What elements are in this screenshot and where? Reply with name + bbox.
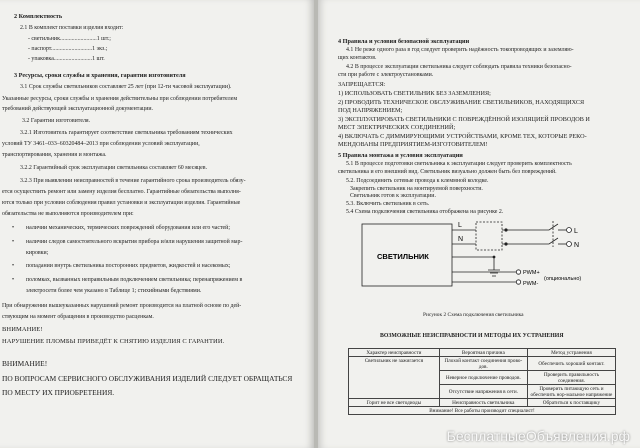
bullet-item: наличии механических, термических повреждений оборудования или его частей; xyxy=(26,225,230,231)
lamp-label: СВЕТИЛЬНИК xyxy=(377,252,429,261)
paragraph: Светильник готов к эксплуатации. xyxy=(350,193,436,199)
forbidden-item: 4) ВКЛЮЧАТЬ С ДИММИРУЮЩИМИ УСТРОЙСТВАМИ, КРОМЕ ТЕХ, КОТОРЫЕ РЕКО- xyxy=(338,133,587,140)
paragraph: щих контактов. xyxy=(338,55,377,61)
right-page xyxy=(318,0,640,448)
paragraph: 5.4 Схема подключения светильника отображена на рисунке 2. xyxy=(346,209,504,215)
junction-dot xyxy=(504,228,507,231)
fault-table xyxy=(348,348,616,415)
paragraph: Закрепить светильник на монтируемой поверхности. xyxy=(350,186,483,192)
bullet-item: наличии следов самостоятельного вскрытия прибора и/или нарушения защитной мар- xyxy=(26,239,243,245)
table-cell: Проверить правильность соединения. xyxy=(527,371,615,385)
paragraph: обязательства не выполняются производителем при: xyxy=(2,211,134,217)
table-cell xyxy=(349,371,440,385)
forbidden-item: 2) ПРОВОДИТЬ ТЕХНИЧЕСКОЕ ОБСЛУЖИВАНИЕ СВЕТИЛЬНИКОВ, НАХОДЯЩИХСЯ xyxy=(338,99,585,106)
paragraph: 5.1 В процессе подготовки светильника к эксплуатации следует проверить комплектность xyxy=(346,161,572,167)
junction-dot xyxy=(504,242,507,245)
paragraph: 5.2. Подсоединить сетевые провода к клеммной колодке. xyxy=(346,178,489,184)
section-4-title: 4 Правила и условия безопасной эксплуатации xyxy=(338,38,470,45)
figure-caption: Рисунок 2 Схема подключения светильника xyxy=(423,312,524,318)
paragraph: 5.3. Включить светильник в сеть. xyxy=(346,201,430,207)
table-row xyxy=(349,385,616,399)
table-footer-row xyxy=(349,407,616,415)
table-cell xyxy=(349,385,440,399)
watermark: БесплатныеОбъявления.рф xyxy=(446,428,630,444)
attention-text: ПО МЕСТУ ИХ ПРИОБРЕТЕНИЯ. xyxy=(2,388,115,397)
ground-icon xyxy=(488,270,500,276)
forbidden-item: 3) ЭКСПЛУАТИРОВАТЬ СВЕТИЛЬНИКИ С ПОВРЕЖДЁННОЙ ИЗОЛЯЦИЕЙ ПРОВОДОВ И xyxy=(338,116,590,123)
table-cell: Неисправность светильника xyxy=(439,399,527,407)
table-header: Метод устранения xyxy=(527,349,615,357)
table-cell: Обратиться к поставщику xyxy=(527,399,615,407)
bullet-dot: • xyxy=(12,239,15,245)
paragraph: условий ТУ 3461–033–60320484–2013 при соблюдении условий эксплуатации, xyxy=(2,141,200,147)
paragraph: 3.2.2 Гарантийный срок эксплуатации светильника составляет 60 месяцев. xyxy=(20,165,208,171)
bullet-dot: • xyxy=(12,225,15,231)
paragraph: 3.2.1 Изготовитель гарантирует соответствие светильника требованиям технических xyxy=(20,130,233,136)
attention-label: ВНИМАНИЕ! xyxy=(2,359,48,368)
wire-ground xyxy=(452,257,494,270)
paragraph: 4.1 Не реже одного раза в год следует проверить надёжность токопроводящих и заземляю- xyxy=(346,47,574,53)
label-out-n: N xyxy=(574,242,580,249)
table-header: Вероятная причина xyxy=(439,349,527,357)
bullet-dot: • xyxy=(12,263,15,269)
table-cell: Неверное подключение проводов. xyxy=(439,371,527,385)
kit-item: - светильник.........................1 шт.; xyxy=(28,36,111,42)
bullet-item: кировки; xyxy=(26,250,49,256)
bullet-item: электросети более чем указано в Таблице 1; стихийными бедствиями. xyxy=(26,288,202,294)
table-row xyxy=(349,371,616,385)
paragraph: ствующим на момент обращения в производство расценкам. xyxy=(2,314,154,320)
label-out-l: L xyxy=(574,228,578,235)
table-header: Характер неисправности xyxy=(349,349,440,357)
bullet-item: попадании внутрь светильника посторонних предметов, жидкостей и насекомых; xyxy=(26,263,231,269)
forbidden-item: МЕСТ ЭЛЕКТРИЧЕСКИХ СОЕДИНЕНИЙ; xyxy=(338,124,456,131)
table-header-row xyxy=(349,349,616,357)
paragraph: При обнаружении вышеуказанных нарушений ремонт производится на платной основе по дей- xyxy=(2,303,242,309)
paragraph: ется осуществить ремонт или замену изделия бесплатно. Гарантийные обязательства выполня- xyxy=(2,189,241,195)
paragraph: транспортирования, хранения и монтажа. xyxy=(2,152,107,158)
terminal-block xyxy=(476,222,502,250)
paragraph: сти при работе с электроустановками. xyxy=(338,72,434,78)
junction-dot xyxy=(493,256,496,259)
pwm-plus-terminal xyxy=(516,270,520,274)
paragraph: 4.2 В процессе эксплуатации светильника следует соблюдать правила техники безопасно- xyxy=(346,64,572,70)
wire-n-out xyxy=(502,238,558,244)
output-terminal-l xyxy=(567,228,572,233)
attention-label: ВНИМАНИЕ! xyxy=(2,326,43,333)
table-row xyxy=(349,399,616,407)
section-2-intro: 2.1 В комплект поставки изделия входит: xyxy=(20,25,124,31)
paragraph: 3.2 Гарантии изготовителя. xyxy=(22,118,91,124)
forbidden-item: МЕНДОВАНЫ ПРЕДПРИЯТИЕМ-ИЗГОТОВИТЕЛЕМ! xyxy=(338,141,488,148)
table-row xyxy=(349,357,616,371)
wiring-diagram xyxy=(344,212,614,312)
forbidden-label: ЗАПРЕЩАЕТСЯ: xyxy=(338,81,386,88)
bullet-dot: • xyxy=(12,277,15,283)
left-page xyxy=(0,0,314,448)
section-3-title: 3 Ресурсы, сроки службы и хранения, гарантии изготовителя xyxy=(14,72,186,79)
section-2-title: 2 Комплектность xyxy=(14,13,63,20)
paragraph: ются только при условии соблюдения правил установки и эксплуатации изделия. Гарантийные xyxy=(2,200,241,206)
table-cell: Проверить питающую сеть и обеспечить нор-мальное напряжение xyxy=(527,385,615,399)
table-cell: Плохой контакт соединения прово-дов. xyxy=(439,357,527,371)
output-terminal-n xyxy=(567,242,572,247)
label-l: L xyxy=(458,222,462,229)
kit-item: - паспорт............................1 экз.; xyxy=(28,46,108,52)
table-cell: Светильник не зажигается xyxy=(349,357,440,371)
forbidden-item: 1) ИСПОЛЬЗОВАТЬ СВЕТИЛЬНИК БЕЗ ЗАЗЕМЛЕНИЯ; xyxy=(338,90,491,97)
table-cell: Отсутствие напряжения в сети. xyxy=(439,385,527,399)
section-5-title: 5 Правила монтажа и условия эксплуатации xyxy=(338,152,463,159)
table-cell: Обеспечить хороший контакт. xyxy=(527,357,615,371)
paragraph: 3.2.3 При выявлении неисправностей в течение гарантийного срока производитель обязу- xyxy=(20,178,246,184)
paragraph: требований действующей эксплуатационной документации. xyxy=(2,106,153,112)
bullet-item: поломках, вызванных неправильным подключением светильника; перенапряжением в xyxy=(26,277,243,283)
paragraph: 3.1 Срок службы светильников составляет 25 лет (при 12-ти часовой эксплуатации). xyxy=(20,84,232,90)
wire-l-out xyxy=(502,224,558,230)
label-pwm-plus: PWM+ xyxy=(523,270,540,276)
paragraph: светильника и его внешний вид. Светильник визуально должен быть без повреждений. xyxy=(338,169,557,175)
label-n: N xyxy=(458,236,464,243)
attention-text: НАРУШЕНИЕ ПЛОМБЫ ПРИВЕДЁТ К СНЯТИЮ ИЗДЕЛИЯ С ГАРАНТИИ. xyxy=(2,338,225,345)
kit-item: - упаковка..........................1 шт. xyxy=(28,56,105,62)
pwm-minus-terminal xyxy=(516,280,520,284)
paragraph: Указанные ресурсы, сроки службы и хранения действительны при соблюдении потребителем xyxy=(2,96,238,102)
table-title: ВОЗМОЖНЫЕ НЕИСПРАВНОСТИ И МЕТОДЫ ИХ УСТРАНЕНИЯ xyxy=(380,333,564,339)
label-optional: (опционально) xyxy=(544,276,582,282)
table-footer: Внимание! Все работы производит специалист! xyxy=(349,407,616,415)
attention-text: ПО ВОПРОСАМ СЕРВИСНОГО ОБСЛУЖИВАНИЯ ИЗДЕЛИЙ СЛЕДУЕТ ОБРАЩАТЬСЯ xyxy=(2,374,293,383)
table-cell: Горит не все светодиоды xyxy=(349,399,440,407)
forbidden-item: ПОД НАПРЯЖЕНИЕМ; xyxy=(338,107,403,114)
label-pwm-minus: PWM- xyxy=(523,281,539,287)
